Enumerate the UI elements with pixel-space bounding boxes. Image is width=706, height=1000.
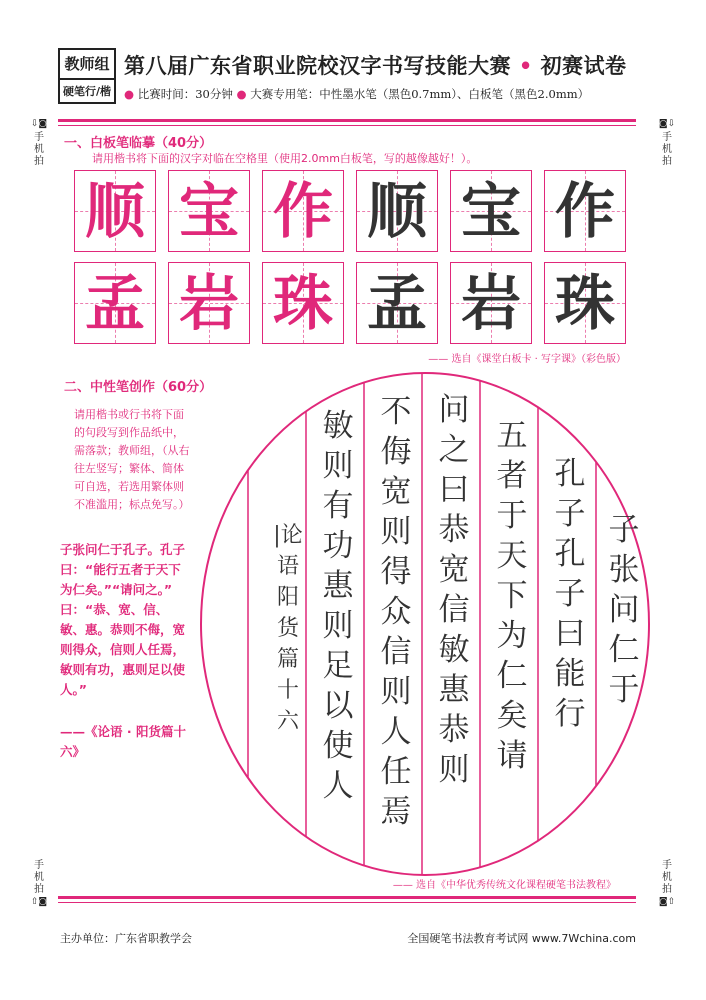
- footer-divider-thin: [58, 902, 636, 903]
- model-character: 珠: [273, 269, 333, 339]
- group-badge: [58, 48, 116, 104]
- writing-column-3: 五者于天下为仁矣请: [496, 418, 528, 774]
- corner-label: 手机拍: [662, 132, 672, 167]
- model-character: 岩: [179, 269, 239, 339]
- camera-icon: ⇧◙: [30, 897, 48, 907]
- corner-mark-top-left: [30, 118, 48, 168]
- corner-mark-bottom-right: [658, 860, 676, 910]
- model-character: 宝: [179, 177, 239, 247]
- written-character: 珠: [555, 269, 615, 339]
- section2-passage: 子张问仁于孔子。孔子曰：“能行五者于天下为仁矣。”“请问之。” 曰：“恭、宽、信、敏、惠。恭则不侮，宽则得众，信则人任焉，敏则有功，惠则足以使人。”: [60, 542, 186, 697]
- camera-icon: ◙⇧: [658, 897, 676, 907]
- written-character: 岩: [461, 269, 521, 339]
- title-main: 第八届广东省职业院校汉字书写技能大赛: [124, 54, 511, 78]
- header-divider: [58, 119, 636, 122]
- footer-divider: [58, 896, 636, 899]
- exam-time: 比赛时间：30分钟: [137, 87, 233, 101]
- camera-icon: ◙⇩: [658, 119, 676, 129]
- grid-cell: [450, 170, 532, 252]
- corner-label: 手机拍: [34, 860, 44, 895]
- corner-label: 手机拍: [34, 132, 44, 167]
- circular-writing-sheet: [198, 370, 652, 878]
- page-title: [124, 50, 627, 80]
- model-character: 作: [273, 177, 333, 247]
- organizer: 主办单位：广东省职教学会: [60, 932, 192, 945]
- section1-heading: 一、白板笔临摹（40分）: [64, 136, 213, 151]
- grid-cell: [262, 170, 344, 252]
- writing-column-2: 孔子孔子曰能行: [554, 456, 586, 732]
- section2-instruction: 请用楷书或行书将下面的句段写到作品纸中，需落款；教师组，（从右往左竖写；繁体、简体可自选，若选用繁体则不准滥用；标点免写。）: [74, 408, 190, 511]
- corner-mark-bottom-left: [30, 860, 48, 910]
- grid-cell: [450, 262, 532, 344]
- grid-cell: [544, 262, 626, 344]
- written-character: 顺: [367, 177, 427, 247]
- grid-cell: [356, 262, 438, 344]
- writing-column-6: 敏则有功惠则足以使人: [322, 408, 354, 804]
- section2-heading: 二、中性笔创作（60分）: [64, 380, 213, 395]
- exam-info: [124, 86, 589, 102]
- corner-mark-top-right: [658, 118, 676, 168]
- grid-cell: [74, 170, 156, 252]
- writing-column-4: 问之曰恭宽信敏惠恭则: [438, 392, 470, 788]
- section1-source: —— 选自《课堂白板卡 · 写字课》（彩色版）: [428, 354, 626, 365]
- bullet-icon: ●: [124, 87, 135, 101]
- grid-cell: [262, 262, 344, 344]
- website: 全国硬笔书法教育考试网 www.7Wchina.com: [407, 932, 636, 945]
- writing-column-signature: |论语阳货篇十六: [273, 523, 303, 734]
- corner-label: 手机拍: [662, 860, 672, 895]
- badge-category: 硬笔行/楷: [62, 85, 112, 98]
- written-character: 宝: [461, 177, 521, 247]
- badge-group: 教师组: [60, 50, 114, 80]
- writing-column-5: 不侮宽则得众信则人任焉: [380, 394, 412, 830]
- copy-grid: [74, 170, 630, 348]
- written-character: 孟: [367, 269, 427, 339]
- title-suffix: 初赛试卷: [540, 54, 627, 78]
- grid-cell: [356, 170, 438, 252]
- camera-icon: ⇩◙: [30, 119, 48, 129]
- written-character: 作: [555, 177, 615, 247]
- grid-cell: [168, 262, 250, 344]
- section2-citation: ——《论语 · 阳货篇十六》: [60, 724, 186, 759]
- title-dot: •: [518, 54, 533, 78]
- grid-cell: [74, 262, 156, 344]
- grid-cell: [544, 170, 626, 252]
- bullet-icon: ●: [236, 87, 247, 101]
- exam-pens: 大赛专用笔：中性墨水笔（黑色0.7mm）、白板笔（黑色2.0mm）: [250, 87, 590, 101]
- writing-column-1: 子张问仁于: [608, 512, 640, 708]
- grid-cell: [168, 170, 250, 252]
- section2-source: —— 选自《中华优秀传统文化课程硬笔书法教程》: [392, 880, 616, 891]
- header-divider-thin: [58, 125, 636, 126]
- model-character: 孟: [85, 269, 145, 339]
- model-character: 顺: [85, 177, 145, 247]
- section1-instruction: 请用楷书将下面的汉字对临在空格里（使用2.0mm白板笔，写的越像越好！）。: [92, 152, 478, 165]
